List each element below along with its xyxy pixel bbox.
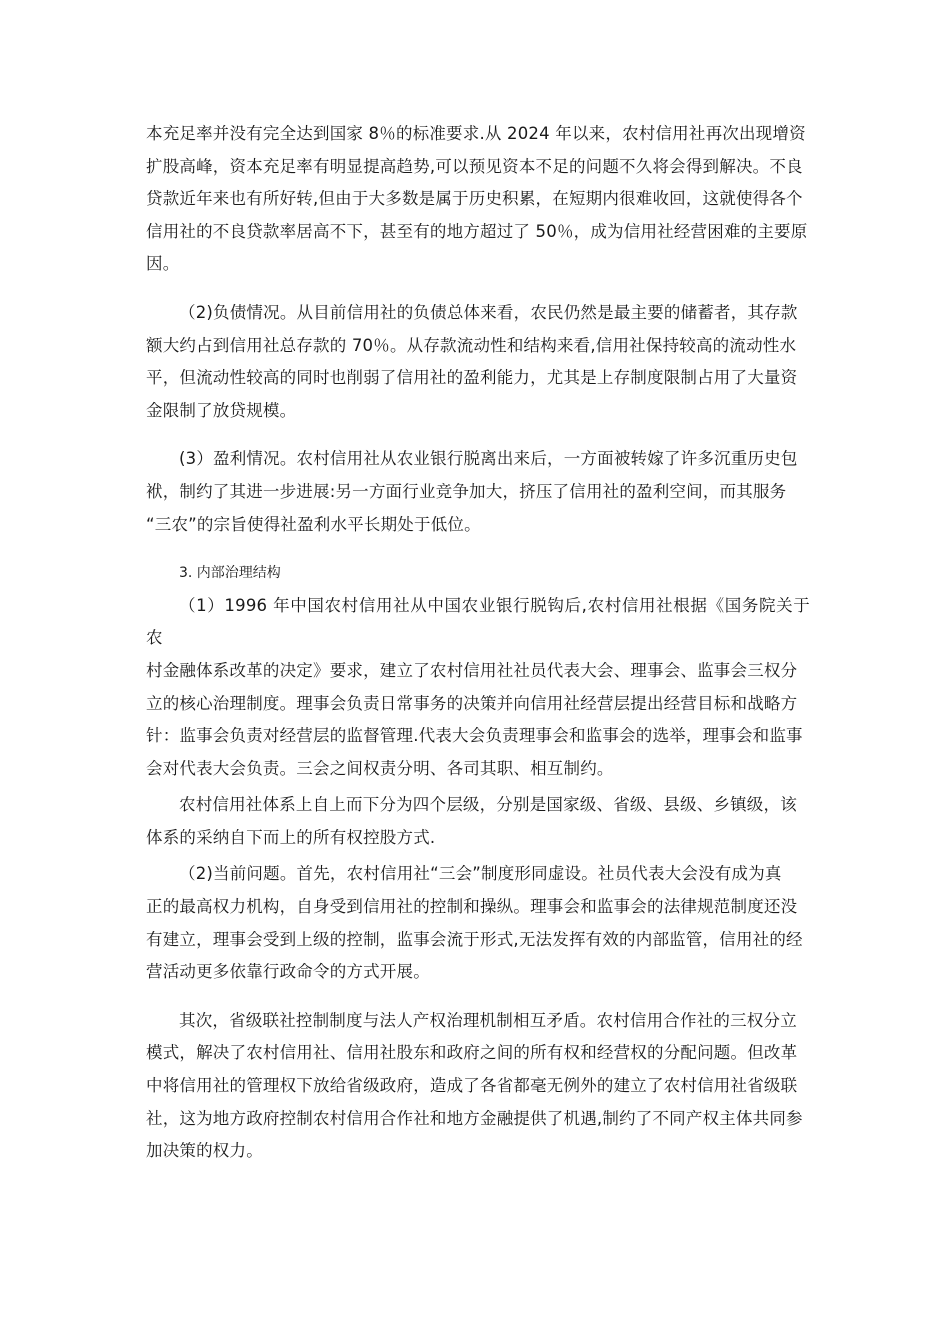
- text-line: 袱，制约了其进一步进展:另一方面行业竞争加大，挤压了信用社的盈利空间，而其服务: [146, 481, 787, 501]
- text-line: 体系的采纳自下而上的所有权控股方式.: [146, 827, 436, 847]
- paragraph-current-issues: [146, 858, 810, 988]
- text-line: (3）盈利情况。农村信用社从农业银行脱离出来后，一方面被转嫁了许多沉重历史包: [179, 449, 798, 469]
- text-line: 平，但流动性较高的同时也削弱了信用社的盈利能力，尤其是上存制度限制占用了大量资: [146, 368, 798, 388]
- text-line: 信用社的不良贷款率居高不下，甚至有的地方超过了 50％，成为信用社经营困难的主要原: [146, 221, 808, 241]
- paragraph-provincial-union: [146, 1005, 810, 1168]
- paragraph-governance-history: [146, 590, 810, 786]
- text-line: 针：监事会负责对经营层的监督管理.代表大会负责理事会和监事会的选举，理事会和监事: [146, 726, 803, 746]
- text-line: 农村信用社体系上自上而下分为四个层级，分别是国家级、省级、县级、乡镇级，该: [179, 795, 797, 815]
- text-line: 贷款近年来也有所好转,但由于大多数是属于历史积累，在短期内很难收回，这就使得各个: [146, 189, 803, 209]
- text-line: 其次，省级联社控制制度与法人产权治理机制相互矛盾。农村信用合作社的三权分立: [179, 1010, 797, 1030]
- text-line: 会对代表大会负责。三会之间权责分明、各司其职、相互制约。: [146, 758, 614, 778]
- paragraph-capital-adequacy: [146, 118, 810, 281]
- text-line: （1）1996 年中国农村信用社从中国农业银行脱钩后,农村信用社根据《国务院关于农: [146, 595, 810, 648]
- document-page: [146, 118, 810, 1168]
- text-line: 中将信用社的管理权下放给省级政府，造成了各省都毫无例外的建立了农村信用社省级联: [146, 1076, 798, 1096]
- paragraph-profitability: [146, 443, 810, 541]
- section-heading: 3. 内部治理结构: [179, 565, 281, 582]
- text-line: 本充足率并没有完全达到国家 8％的标准要求.从 2024 年以来，农村信用社再次出现增资: [146, 124, 806, 143]
- paragraph-hierarchy: [146, 789, 810, 854]
- text-line: 村金融体系改革的决定》要求，建立了农村信用社社员代表大会、理事会、监事会三权分: [146, 660, 798, 680]
- text-line: 额大约占到信用社总存款的 70％。从存款流动性和结构来看,信用社保持较高的流动性水: [146, 335, 797, 355]
- text-line: 因。: [146, 254, 180, 274]
- text-line: “三农”的宗旨使得社盈利水平长期处于低位。: [146, 514, 481, 534]
- text-line: 社，这为地方政府控制农村信用合作社和地方金融提供了机遇,制约了不同产权主体共同参: [146, 1108, 803, 1128]
- text-line: 加决策的权力。: [146, 1141, 263, 1161]
- text-line: （2)当前问题。首先，农村信用社“三会”制度形同虚设。社员代表大会没有成为真: [179, 864, 782, 884]
- text-line: 有建立，理事会受到上级的控制，监事会流于形式,无法发挥有效的内部监管，信用社的经: [146, 929, 803, 949]
- text-line: 金限制了放贷规模。: [146, 400, 297, 420]
- text-line: 正的最高权力机构，自身受到信用社的控制和操纵。理事会和监事会的法律规范制度还没: [146, 897, 798, 917]
- text-line: 扩股高峰，资本充足率有明显提高趋势,可以预见资本不足的问题不久将会得到解决。不良: [146, 156, 803, 176]
- text-line: 立的核心治理制度。理事会负责日常事务的决策并向信用社经营层提出经营目标和战略方: [146, 693, 798, 713]
- text-line: 营活动更多依靠行政命令的方式开展。: [146, 962, 430, 982]
- text-line: （2)负债情况。从目前信用社的负债总体来看，农民仍然是最主要的储蓄者，其存款: [179, 302, 798, 322]
- paragraph-liabilities: [146, 297, 810, 427]
- text-line: 模式，解决了农村信用社、信用社股东和政府之间的所有权和经营权的分配问题。但改革: [146, 1043, 798, 1063]
